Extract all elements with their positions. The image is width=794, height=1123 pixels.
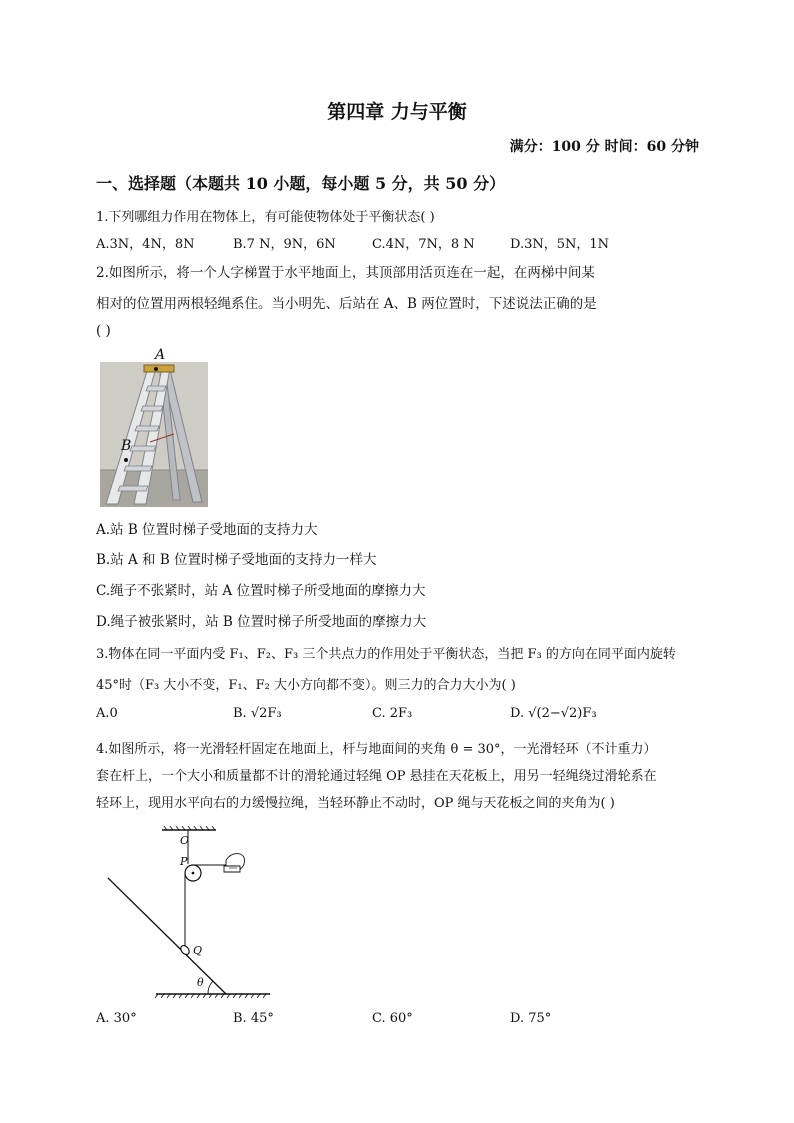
q3-options bbox=[96, 706, 696, 726]
section-heading: 一、选择题（本题共 10 小题，每小题 5 分，共 50 分） bbox=[96, 174, 506, 193]
q2-stem-line2: 相对的位置用两根轻绳系住。当小明先、后站在 A、B 两位置时，下述说法正确的是 bbox=[96, 296, 597, 312]
q2-option-a: A.站 B 位置时梯子受地面的支持力大 bbox=[96, 522, 318, 538]
q3-stem-line2: 45°时（F₃ 大小不变，F₁、F₂ 大小方向都不变）。则三力的合力大小为( ) bbox=[96, 678, 516, 693]
q4-option-c: C. 60° bbox=[372, 1011, 413, 1026]
ladder-photo bbox=[100, 362, 208, 507]
q1-option-d: D.3N，5N，1N bbox=[510, 237, 610, 252]
q1-option-a: A.3N，4N，8N bbox=[96, 237, 195, 252]
q2-option-c: C.绳子不张紧时，站 A 位置时梯子所受地面的摩擦力大 bbox=[96, 583, 426, 599]
q3-option-d: D. √(2−√2)F₃ bbox=[510, 706, 597, 721]
q3-option-a: A.0 bbox=[96, 706, 118, 721]
label-theta: θ bbox=[197, 976, 204, 989]
ladder-label-b: B bbox=[121, 438, 132, 454]
ladder-label-a: A bbox=[155, 347, 166, 363]
page-title: 第四章 力与平衡 bbox=[327, 101, 467, 123]
q3-option-c: C. 2F₃ bbox=[372, 706, 413, 721]
q2-stem-line1: 2.如图所示，将一个人字梯置于水平地面上，其顶部用活页连在一起，在两梯中间某 bbox=[96, 265, 595, 281]
label-o: O bbox=[180, 834, 190, 847]
q3-option-b: B. √2F₃ bbox=[233, 706, 282, 721]
label-q: Q bbox=[193, 944, 203, 957]
q4-stem-line3: 轻环上，现用水平向右的力缓慢拉绳，当轻环静止不动时，OP 绳与天花板之间的夹角为( ) bbox=[96, 796, 615, 811]
q4-stem-line2: 套在杆上，一个大小和质量都不计的滑轮通过轻绳 OP 悬挂在天花板上，用另一轻绳绕过滑轮系在 bbox=[96, 769, 657, 784]
q1-options bbox=[96, 233, 696, 251]
q2-stem-line3: ( ) bbox=[96, 323, 111, 339]
exam-meta: 满分：100 分 时间：60 分钟 bbox=[509, 139, 699, 155]
q4-stem-line1: 4.如图所示，将一光滑轻杆固定在地面上，杆与地面间的夹角 θ = 30°，一光滑轻环（不计重力） bbox=[96, 742, 657, 757]
q2-option-b: B.站 A 和 B 位置时梯子受地面的支持力一样大 bbox=[96, 552, 377, 568]
label-p: P bbox=[180, 855, 188, 868]
ladder-illustration bbox=[100, 362, 208, 507]
q4-option-d: D. 75° bbox=[510, 1011, 552, 1026]
q1-stem: 1.下列哪组力作用在物体上，有可能使物体处于平衡状态( ) bbox=[96, 210, 435, 225]
q4-option-a: A. 30° bbox=[96, 1011, 137, 1026]
q3-stem-line1: 3.物体在同一平面内受 F₁、F₂、F₃ 三个共点力的作用处于平衡状态，当把 F₃ 的方向在同平面内旋转 bbox=[96, 647, 676, 662]
pulley-diagram bbox=[100, 826, 275, 1001]
q2-option-d: D.绳子被张紧时，站 B 位置时梯子所受地面的摩擦力大 bbox=[96, 614, 427, 630]
q1-option-b: B.7 N，9N，6N bbox=[233, 237, 336, 252]
q4-options bbox=[96, 1011, 696, 1029]
q1-option-c: C.4N，7N，8 N bbox=[372, 237, 475, 252]
pulley-figure bbox=[100, 826, 275, 1001]
q4-option-b: B. 45° bbox=[233, 1011, 274, 1026]
